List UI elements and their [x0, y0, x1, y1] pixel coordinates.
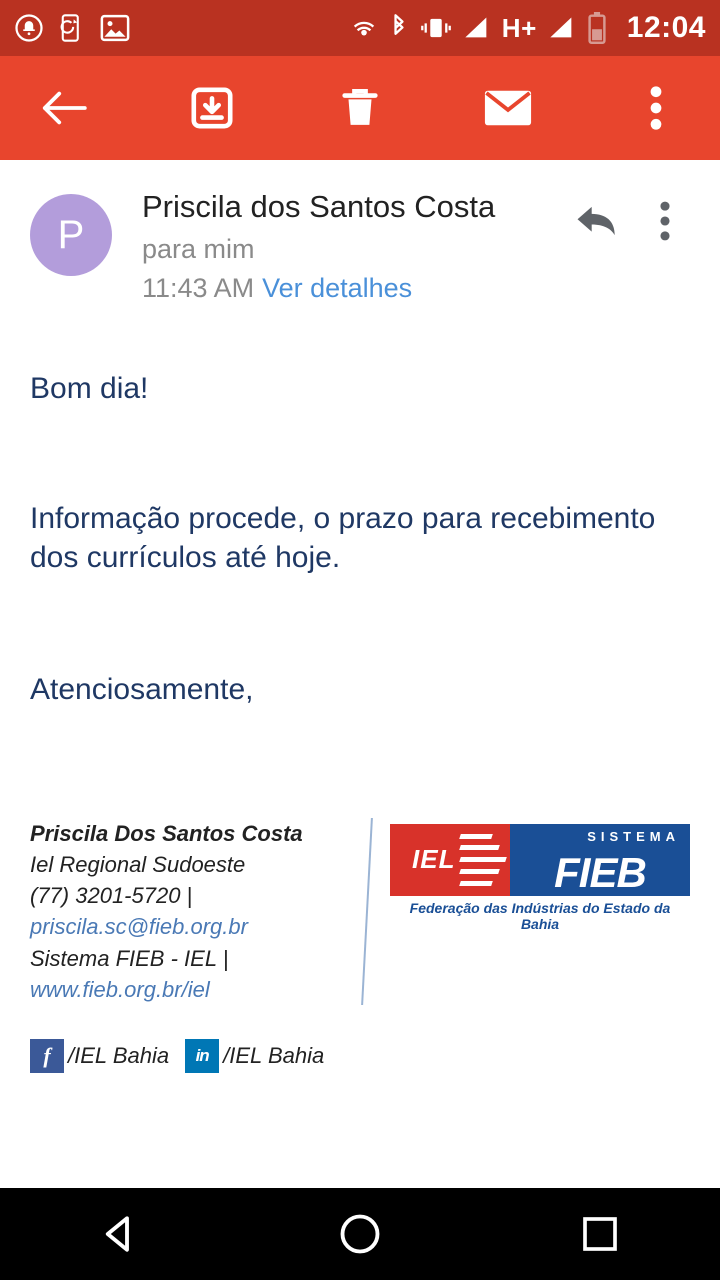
alarm-icon	[14, 13, 44, 43]
signature-role: Iel Regional Sudoeste	[30, 851, 246, 877]
archive-button[interactable]	[174, 70, 250, 146]
status-icons-right	[350, 11, 706, 45]
signature-org: Sistema FIEB - IEL |	[30, 945, 229, 971]
overflow-menu-button[interactable]	[618, 70, 694, 146]
fieb-logo	[390, 824, 690, 932]
facebook-label: /IEL Bahia	[68, 1043, 170, 1069]
view-details-link[interactable]: Ver detalhes	[262, 272, 413, 303]
system-nav-bar	[0, 1188, 720, 1280]
message-actions	[572, 188, 690, 306]
signature-block	[0, 818, 720, 1005]
logo-sistema-text: SISTEMA	[587, 828, 680, 844]
email-content	[0, 160, 720, 1188]
logo-iel-block	[390, 824, 510, 896]
signature-text	[30, 818, 338, 1005]
body-greeting: Bom dia!	[30, 372, 149, 406]
image-icon	[100, 14, 130, 42]
signature-phone: (77) 3201-5720 |	[30, 883, 193, 909]
header-text	[142, 188, 572, 306]
avatar: P	[30, 194, 112, 276]
back-button[interactable]	[26, 70, 102, 146]
network-type-label: H+	[501, 12, 537, 43]
message-time: 11:43 AM	[142, 272, 255, 303]
linkedin-label: /IEL Bahia	[223, 1043, 325, 1069]
logo-iel-text: IEL	[412, 844, 456, 875]
phone-sync-icon	[58, 13, 86, 43]
mark-unread-button[interactable]	[470, 70, 546, 146]
status-icons-left	[14, 13, 130, 43]
logo-caption: Federação das Indústrias do Estado da Bahia	[390, 896, 690, 932]
status-bar	[0, 0, 720, 56]
message-header	[0, 160, 720, 306]
status-clock: 12:04	[626, 11, 706, 44]
nav-recents-button[interactable]	[555, 1188, 645, 1280]
delete-button[interactable]	[322, 70, 398, 146]
battery-icon	[587, 12, 607, 44]
facebook-icon[interactable]: f	[30, 1039, 64, 1073]
reply-icon[interactable]	[572, 196, 622, 246]
body-paragraph: Informação procede, o prazo para recebimento dos currículos até hoje.	[30, 502, 656, 574]
message-overflow-icon[interactable]	[640, 196, 690, 246]
logo-main	[390, 824, 690, 896]
logo-fieb-text: FIEB	[554, 848, 646, 896]
time-row	[142, 270, 572, 306]
recipient-label[interactable]: para mim	[142, 234, 255, 265]
vibrate-icon	[420, 14, 452, 42]
signal-1-icon	[462, 14, 492, 42]
signature-website-link[interactable]: www.fieb.org.br/iel	[30, 976, 210, 1002]
signature-name: Priscila Dos Santos Costa	[30, 820, 303, 846]
nav-back-button[interactable]	[75, 1188, 165, 1280]
bluetooth-icon	[388, 13, 410, 43]
body-closing: Atenciosamente,	[30, 673, 254, 707]
signature-email-link[interactable]: priscila.sc@fieb.org.br	[30, 914, 248, 940]
sender-name: Priscila dos Santos Costa	[142, 189, 496, 224]
signal-2-icon	[547, 14, 577, 42]
signature-social	[0, 1039, 720, 1073]
linkedin-icon[interactable]: in	[185, 1039, 219, 1073]
app-toolbar	[0, 56, 720, 160]
cast-icon	[350, 14, 378, 42]
nav-home-button[interactable]	[315, 1188, 405, 1280]
logo-bars-icon	[460, 834, 506, 886]
logo-fieb-block	[510, 824, 690, 896]
signature-divider	[361, 818, 372, 1005]
